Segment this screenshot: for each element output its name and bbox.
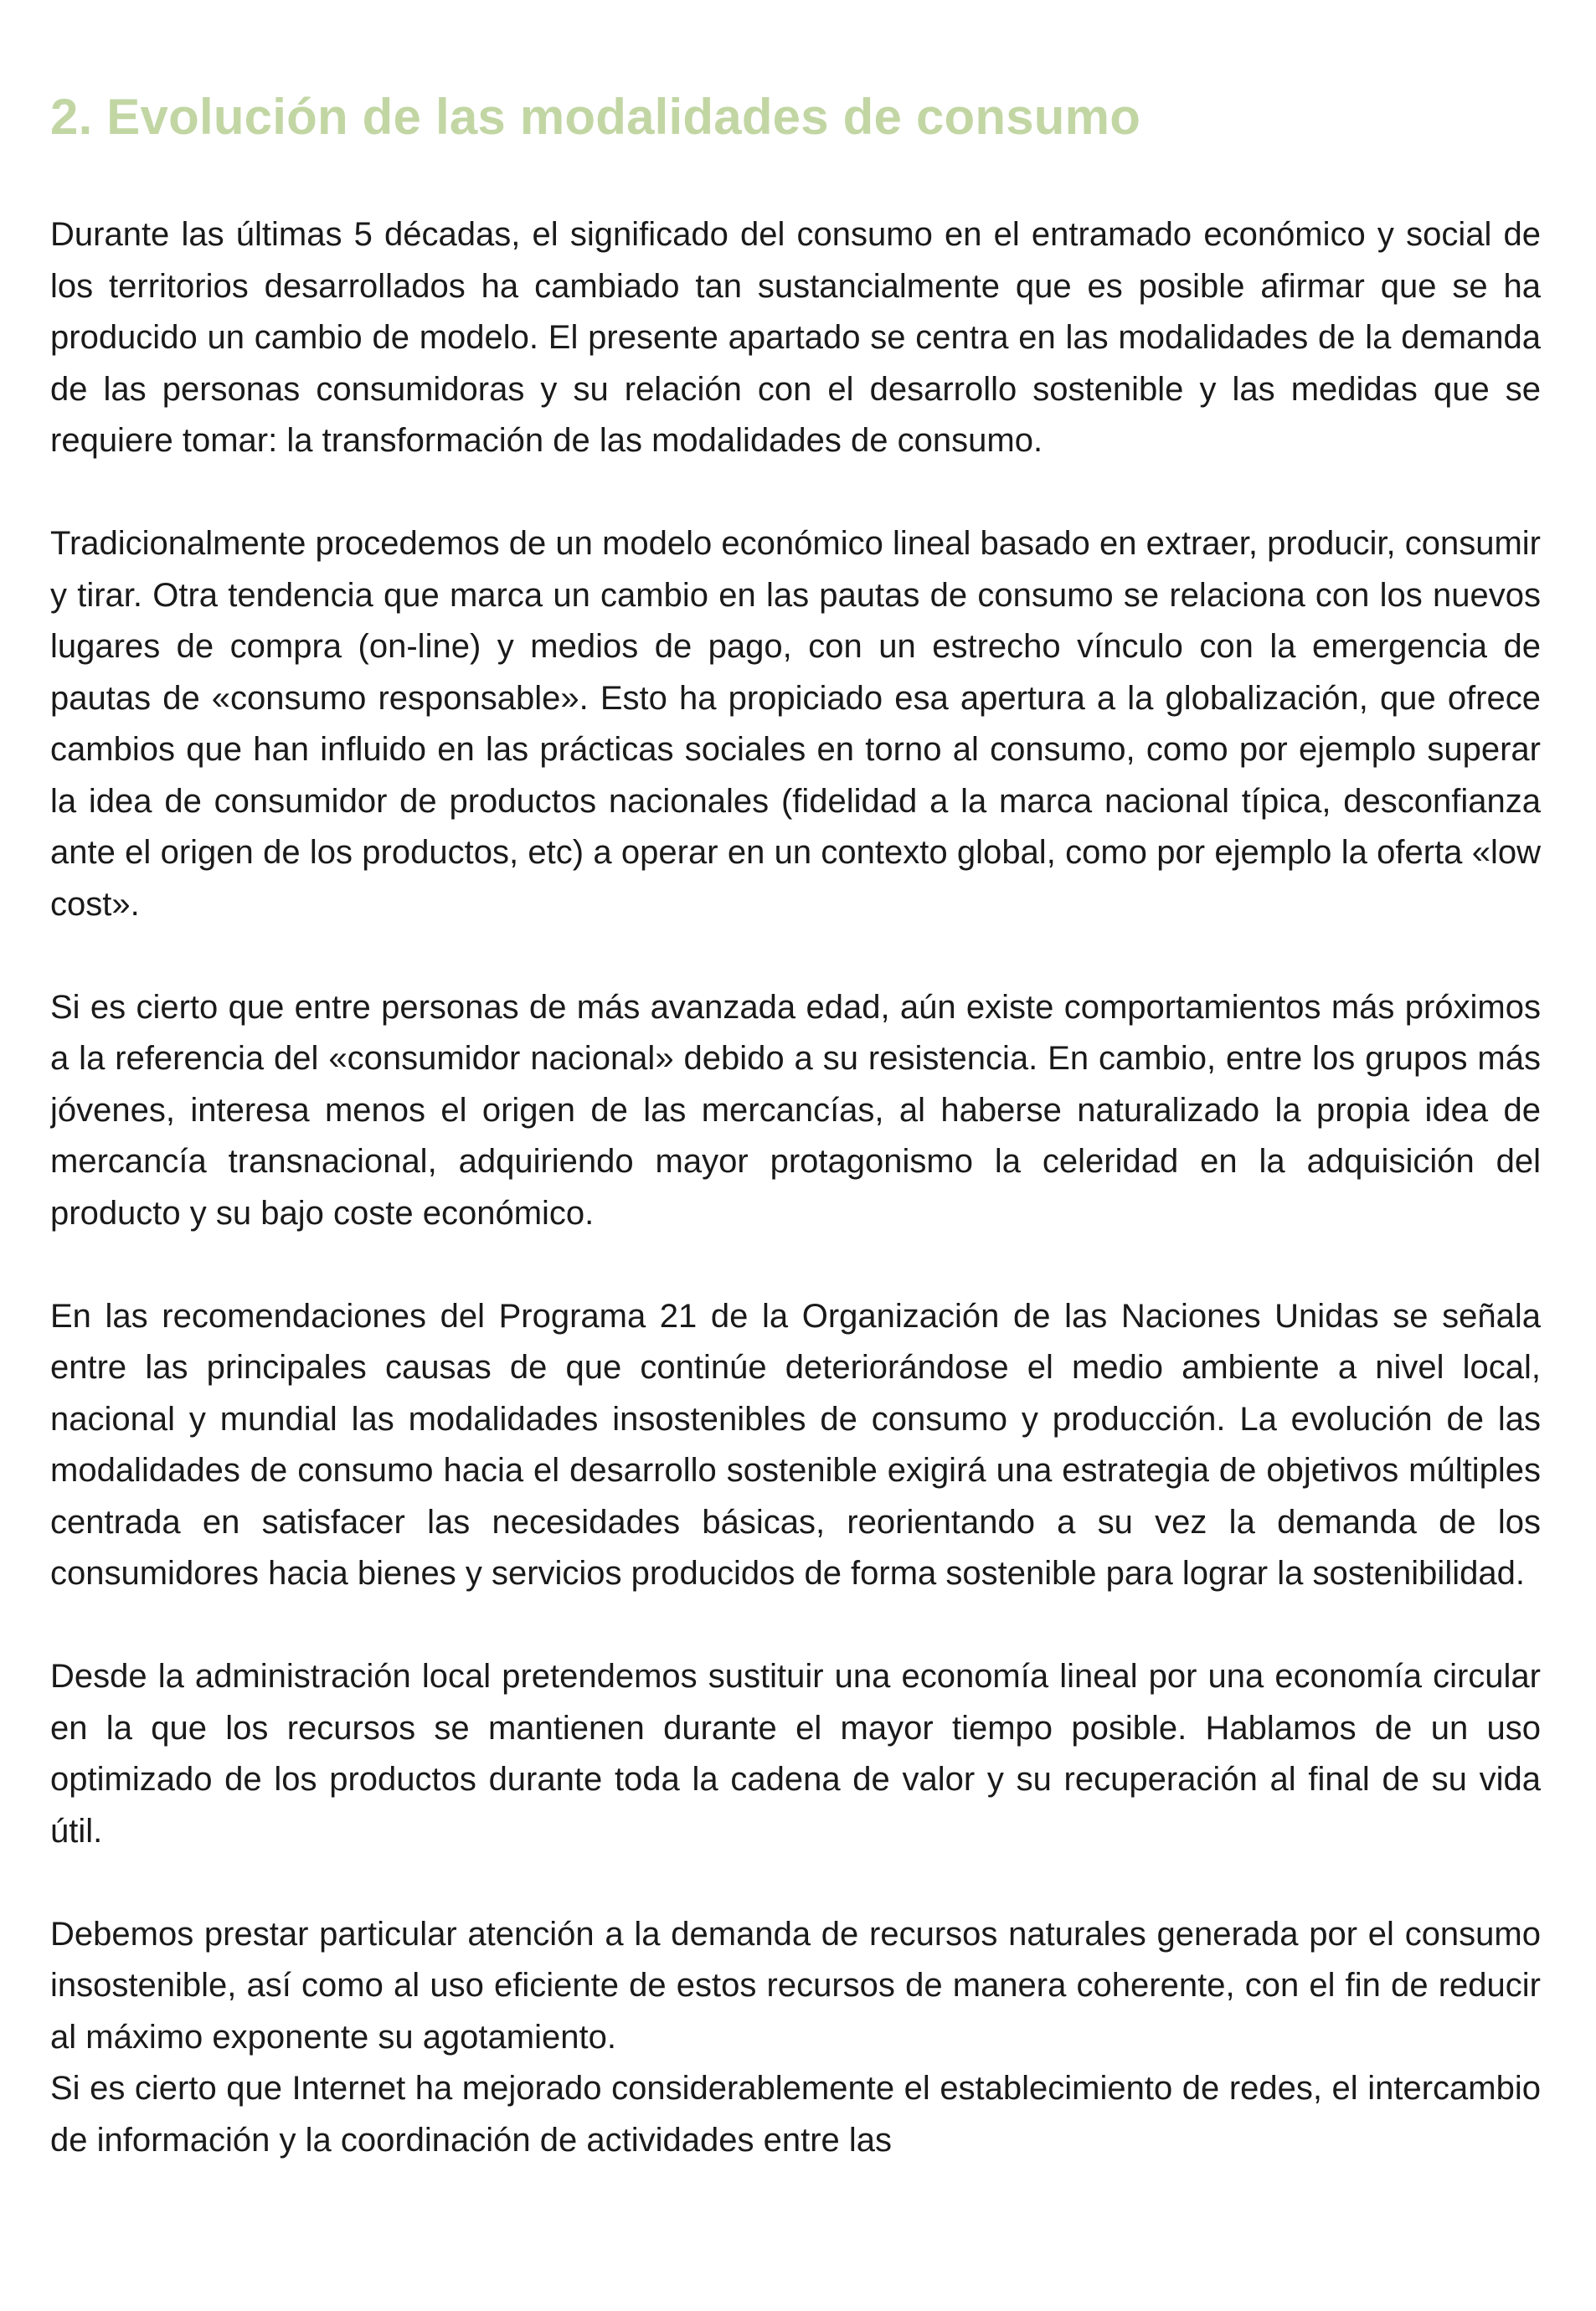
paragraph-natural-resources: Debemos prestar particular atención a la demanda de recursos naturales generada por el consumo insostenible, así como al uso eficiente de estos recursos de manera coherente, con el fin de reducir al máximo exponente su agotamiento.	[50, 1915, 1541, 2056]
paragraph-circular-economy: Desde la administración local pretendemos sustituir una economía lineal por una economía circular en la que los recursos se mantienen durante el mayor tiempo posible. Hablamos de un uso optimizado de los productos durante toda la cadena de valor y su recuperación al final de su vida útil.	[50, 1658, 1541, 1850]
paragraph-linear-model: Tradicionalmente procedemos de un modelo económico lineal basado en extraer, producir, consumir y tirar. Otra tendencia que marca un cambio en las pautas de consumo se relaciona con los nuevos lugares de compra (on-line) y medios de pago, con un estrecho vínculo con la emergencia de pautas de «consumo responsable». Esto ha propiciado esa apertura a la globalización, que ofrece cambios que han influido en las prácticas sociales en torno al consumo, como por ejemplo superar la idea de consumidor de productos nacionales (fidelidad a la marca nacional típica, desconfianza ante el origen de los productos, etc) a operar en un contexto global, como por ejemplo la oferta «low cost».	[50, 525, 1541, 923]
paragraph-consumption-change: Durante las últimas 5 décadas, el significado del consumo en el entramado económico y social de los territorios desarrollados ha cambiado tan sustancialmente que es posible afirmar que se ha producido un cambio de modelo. El presente apartado se centra en las modalidades de la demanda de las personas consumidoras y su relación con el desarrollo sostenible y las medidas que se requiere tomar: la transformación de las modalidades de consumo.	[50, 216, 1541, 459]
document-page	[50, 0, 1541, 2311]
paragraph-age-groups: Si es cierto que entre personas de más avanzada edad, aún existe comportamientos más próximos a la referencia del «consumidor nacional» debido a su resistencia. En cambio, entre los grupos más jóvenes, interesa menos el origen de las mercancías, al haberse naturalizado la propia idea de mercancía transnacional, adquiriendo mayor protagonismo la celeridad en la adquisición del producto y su bajo coste económico.	[50, 988, 1541, 1232]
paragraph-internet: Si es cierto que Internet ha mejorado considerablemente el establecimiento de redes, el intercambio de información y la coordinación de actividades entre las	[50, 2070, 1541, 2159]
document-body	[50, 209, 1541, 2166]
section-heading: 2. Evolución de las modalidades de consumo	[50, 89, 1141, 145]
paragraph-programa-21: En las recomendaciones del Programa 21 de la Organización de las Naciones Unidas se señala entre las principales causas de que continúe deteriorándose el medio ambiente a nivel local, nacional y mundial las modalidades insostenibles de consumo y producción. La evolución de las modalidades de consumo hacia el desarrollo sostenible exigirá una estrategia de objetivos múltiples centrada en satisfacer las necesidades básicas, reorientando a su vez la demanda de los consumidores hacia bienes y servicios producidos de forma sostenible para lograr la sostenibilidad.	[50, 1297, 1541, 1592]
